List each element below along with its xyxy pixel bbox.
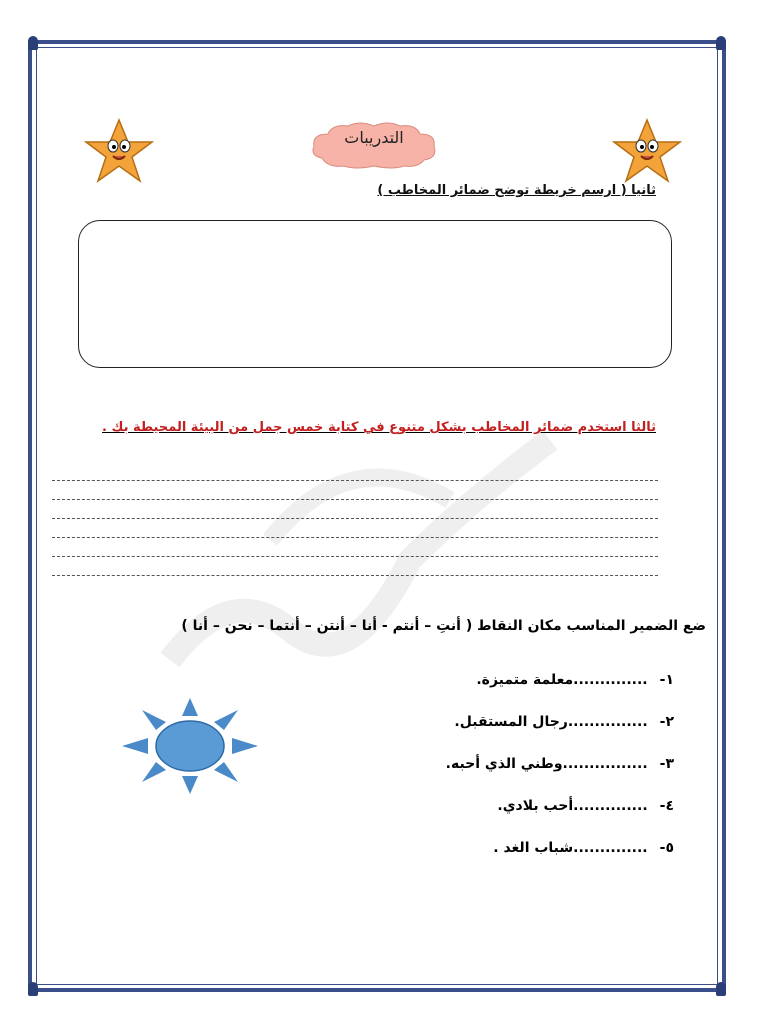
worksheet-title: التدريبات <box>344 128 404 147</box>
item-number: ٣- <box>659 756 674 772</box>
corner-ornament <box>28 36 38 50</box>
writing-line[interactable] <box>52 557 658 576</box>
map-drawing-box[interactable] <box>78 220 672 368</box>
item-text: ................وطني الذي أحبه. <box>445 756 648 772</box>
item-text: ..............شباب الغد . <box>493 840 648 856</box>
list-item <box>446 672 674 714</box>
star-left-icon <box>84 118 154 184</box>
writing-line[interactable] <box>52 481 658 500</box>
corner-ornament <box>716 36 726 50</box>
writing-line[interactable] <box>52 519 658 538</box>
exercise-list <box>446 672 674 882</box>
item-text: ..............أحب بلادي. <box>497 798 648 814</box>
heading-draw-map: ثانيا ( ارسم خريطة توضح ضمائر المخاطب ) <box>377 183 656 198</box>
item-text: ..............معلمة متميزة. <box>476 672 648 688</box>
corner-ornament <box>716 982 726 996</box>
writing-line[interactable] <box>52 500 658 519</box>
star-right-icon <box>612 118 682 184</box>
item-number: ١- <box>659 672 674 688</box>
item-number: ٢- <box>659 714 674 730</box>
list-item <box>446 798 674 840</box>
heading-write-sentences: ثالثا استخدم ضمائر المخاطب بشكل متنوع في كتابة خمس جمل من البيئة المحيطة بك . <box>102 420 656 435</box>
writing-line[interactable] <box>52 538 658 557</box>
writing-lines <box>52 462 658 576</box>
list-item <box>446 756 674 798</box>
list-item <box>446 840 674 882</box>
item-number: ٤- <box>659 798 674 814</box>
sun-icon <box>120 696 260 796</box>
corner-ornament <box>28 982 38 996</box>
writing-line[interactable] <box>52 462 658 481</box>
item-text: ...............رجال المستقبل. <box>454 714 648 730</box>
item-number: ٥- <box>659 840 674 856</box>
fill-in-instruction: ضع الضمير المناسب مكان النقاط ( أنتِ – أنتم - أنا – أنتن – أنتما – نحن – أنا ) <box>181 618 706 634</box>
list-item <box>446 714 674 756</box>
